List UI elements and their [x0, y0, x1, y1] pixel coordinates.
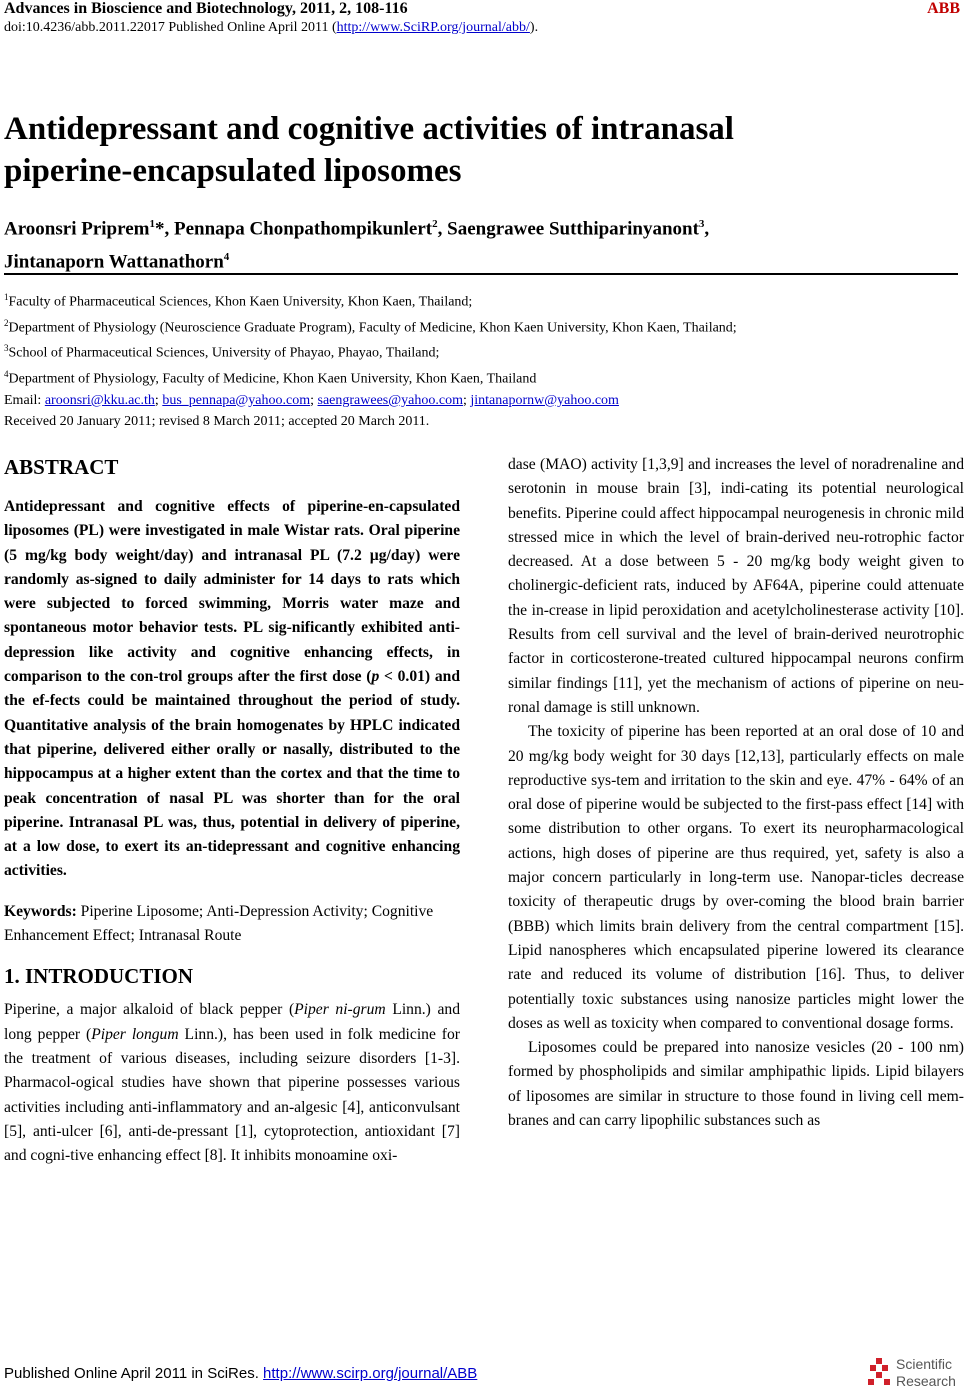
email-link-1[interactable]: aroonsri@kku.ac.th: [44, 392, 155, 408]
doi-end: ).: [529, 20, 539, 35]
author-2: Pennapa Chonpathompikunlert: [173, 218, 433, 240]
author-3-sup: 3: [698, 218, 705, 230]
author-4-sup: 4: [223, 251, 230, 264]
affiliation-3: [4, 338, 962, 364]
authors-line-1: [4, 210, 944, 243]
left-column: [4, 453, 460, 1168]
abstract-heading: ABSTRACT: [4, 455, 119, 479]
author-list: [4, 210, 944, 277]
keywords-text: Piperine Liposome; Anti-Depression Activity; Cognitive Enhancement Effect; Intranasal Route: [4, 902, 434, 945]
logo-text: [896, 1356, 956, 1390]
affiliation-4-sup: 4: [4, 368, 9, 379]
affiliation-3-text: School of Pharmaceutical Sciences, University of Phayao, Phayao, Thailand;: [8, 345, 440, 361]
affiliation-4-text: Department of Physiology, Faculty of Medicine, Khon Kaen University, Khon Kaen, Thailand: [8, 371, 537, 387]
intro-text-a: Piperine, a major alkaloid of black pepper (: [4, 1001, 295, 1019]
logo-line-2: Research: [896, 1373, 956, 1389]
author-3-end: ,: [704, 218, 710, 240]
corresponding-star: *,: [154, 218, 174, 240]
affiliation-1-sup: 1: [4, 292, 9, 302]
email-label: Email:: [4, 392, 45, 408]
affiliation-2: [4, 313, 962, 339]
footer-link[interactable]: http://www.scirp.org/journal/ABB: [263, 1365, 478, 1382]
author-2-sup: 2: [432, 218, 438, 230]
email-line: [4, 390, 962, 411]
intro-text-c: Linn.), has been used in folk medicine for the treatment of various diseases, including seizure disorders [1-3]. Pharmacol-ogical studies have shown that piperine possesses various activities including anti-inflammatory and an-algesic [4], anticonvulsant [5], anti-ulcer [6], anti-de-pressant [1], cytoprotection, antioxidant [7] and cogni-tive enhancing effect [8]. It inhibits monoamine oxi-: [4, 1025, 460, 1165]
keywords: [4, 900, 460, 949]
page-footer: [4, 1365, 477, 1382]
received-dates: Received 20 January 2011; revised 8 March 2011; accepted 20 March 2011.: [4, 414, 430, 429]
intro-paragraph-1: [4, 998, 460, 1168]
author-4: Jintanaporn Wattanathorn: [4, 251, 224, 273]
email-link-2[interactable]: bus_pennapa@yahoo.com: [162, 392, 311, 408]
doi-line: [4, 20, 538, 36]
abstract-text-part-2: < 0.01) and the ef-fects could be maintained throughout the period of study. Quantitative analysis of the brain homogenates by HPLC indicated that piperine, delivered either orally or nasally, distributed to the hippocampus at a higher extent than the cortex and that the time to peak concentration of nasal PL was shorter than for the oral piperine. Intranasal PL was, thus, potential in delivery of piperine, at a low dose, to exert its an-tidepressant and cognitive enhancing activities.: [4, 668, 460, 880]
title-divider: [4, 273, 958, 275]
logo-line-1: Scientific: [896, 1356, 953, 1372]
title-line-2: piperine-encapsulated liposomes: [4, 153, 462, 189]
affiliation-2-sup: 2: [4, 317, 9, 328]
footer-text: Published Online April 2011 in SciRes.: [4, 1365, 264, 1382]
author-3: , Saengrawee Sutthiparinyanont: [437, 218, 699, 240]
doi-link[interactable]: http://www.SciRP.org/journal/abb/: [336, 20, 530, 35]
email-link-4[interactable]: jintanapornw@yahoo.com: [470, 392, 619, 408]
author-1-sup: 1: [149, 218, 155, 230]
species-name-2: Piper longum: [91, 1025, 179, 1043]
email-sep: ;: [154, 392, 163, 408]
right-column: [508, 453, 964, 1133]
journal-abbreviation: ABB: [927, 0, 960, 17]
affiliation-3-sup: 3: [4, 343, 9, 354]
abstract-text-part-1: Antidepressant and cognitive effects of piperine-en-capsulated liposomes (PL) were investigated in male Wistar rats. Oral piperine (5 mg/kg body weight/day) and intranasal PL (7.2 µg/day) were randomly as-signed to daily administer for 14 days to rats which were subjected to forced swimming, Morris water maze and spontaneous motor behavior tests. PL sig-nificantly exhibited anti-depression like activity and cognitive enhancing effects, in comparison to the con-trol groups after the first dose (: [4, 498, 460, 686]
title-line-1: Antidepressant and cognitive activities of intranasal: [4, 111, 734, 147]
email-link-3[interactable]: saengrawees@yahoo.com: [317, 392, 463, 408]
body-paragraph-liposomes: Liposomes could be prepared into nanosize vesicles (20 - 100 nm) formed by phospholipids and similar amphipathic lipids. Lipid bilayers of liposomes are similar in structure to those found in living cell mem-branes and can carry lipophilic substances such as: [508, 1039, 964, 1130]
abstract-p-value: p: [371, 668, 380, 686]
introduction-heading: 1. INTRODUCTION: [4, 964, 194, 989]
email-sep: ;: [310, 392, 318, 408]
authors-line-2: [4, 243, 944, 276]
intro-text-b: Linn.) and long pepper (: [4, 1001, 460, 1043]
email-sep: ;: [462, 392, 471, 408]
scientific-research-logo: [866, 1356, 962, 1392]
affiliation-2-text: Department of Physiology (Neuroscience Graduate Program), Faculty of Medicine, Khon Kaen University, Khon Kaen, Thailand;: [8, 320, 737, 336]
affiliations: [4, 287, 962, 411]
keywords-label: Keywords:: [4, 902, 77, 920]
logo-mark-icon: [866, 1356, 894, 1390]
paper-title: [4, 108, 944, 192]
affiliation-1-text: Faculty of Pharmaceutical Sciences, Khon Kaen University, Khon Kaen, Thailand;: [8, 294, 473, 310]
journal-header: Advances in Bioscience and Biotechnology, 2011, 2, 108-116: [4, 0, 408, 17]
body-paragraph-continued: dase (MAO) activity [1,3,9] and increases the level of noradrenaline and serotonin in mouse brain [3], indi-cating its potential neurological benefits. Piperine could affect hippocampal neurogenesis in chronic mild stressed mice in which the level of brain-derived neu-rotrophic factor decreased. At a dose between 5 - 20 mg/kg body weight given to cholinergic-deficient rats, induced by AF64A, piperine could attenuate the in-crease in lipid peroxidation and acetylcholinesterase activity [10]. Results from cell survival and the level of brain-derived neurotrophic factor in corticosterone-treated cultured hippocampal neurons confirm similar findings [11], yet the mechanism of actions of piperine on neu-ronal damage is still unknown.: [508, 456, 964, 716]
affiliation-4: [4, 364, 962, 390]
body-paragraph-toxicity: The toxicity of piperine has been reported at an oral dose of 10 and 20 mg/kg body weight for 30 days [12,13], particularly effects on male reproductive sys-tem and irritation to the skin and eye. 47% - 64% of an oral dose of piperine would be subjected to the first-pass effect [14] with some distribution to other organs. To exert its neuropharmacological actions, high doses of piperine are thus required, yet, safety is also a major concern particularly in long-term use. Nanopar-ticles decrease toxicity of therapeutic drugs by over-coming the blood brain barrier (BBB) which limits brain delivery from the central compartment [15]. Lipid nanospheres which encapsulated piperine lowered its clearance rate and reduced its volume of distribution [16]. Thus, to deliver potentially toxic substances using nanosize particles might lower the doses as well as toxicity when compared to conventional dosage forms.: [508, 723, 964, 1032]
abstract-text: [4, 495, 460, 884]
species-name-1: Piper ni-grum: [294, 1001, 386, 1019]
author-1: Aroonsri Priprem: [4, 218, 150, 240]
doi-text: doi:10.4236/abb.2011.22017 Published Online April 2011 (: [4, 20, 337, 35]
affiliation-1: [4, 287, 962, 313]
